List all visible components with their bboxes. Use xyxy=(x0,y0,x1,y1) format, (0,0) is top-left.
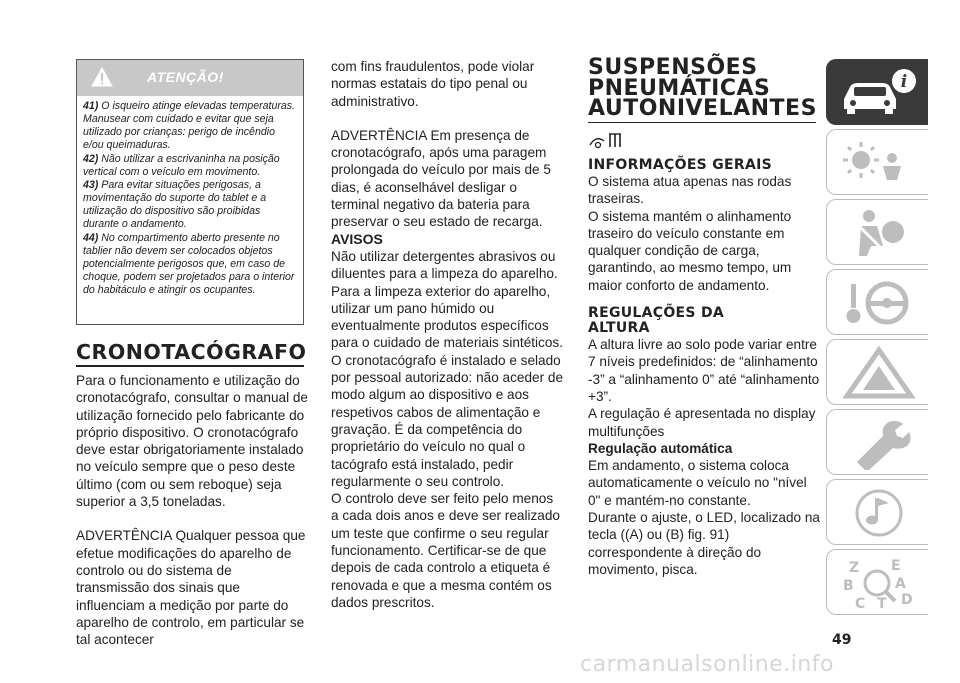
paragraph: O sistema atua apenas nas rodas traseiras. xyxy=(588,174,792,207)
watermark: carmanualsonline.info xyxy=(580,652,834,677)
tab-safety[interactable] xyxy=(826,199,928,265)
heading-rule xyxy=(588,122,816,124)
suspension-level-icon xyxy=(588,131,628,149)
paragraph: Para a limpeza exterior do aparelho, utilizar um pano húmido ou eventualmente produtos específicos para o cuidado de materiais sintéticos. xyxy=(331,283,563,351)
paragraph: Durante o ajuste, o LED, localizado na tecla ((A) ou (B) fig. 91) correspondente à direção do movimento, pisca. xyxy=(588,510,820,577)
warning-item xyxy=(83,153,297,179)
svg-text:i: i xyxy=(900,72,908,92)
heading-rule xyxy=(76,365,304,367)
heading-line: REGULAÇÕES DA xyxy=(588,305,725,322)
info-heading: INFORMAÇÕES GERAIS xyxy=(588,157,772,173)
page-number: 49 xyxy=(832,632,852,648)
heading-line: SUSPENSÕES xyxy=(588,55,758,80)
paragraph: Em andamento, o sistema coloca automaticamente o veículo no "nível 0" e mantém-no constante. xyxy=(588,458,807,508)
paragraph: Para o funcionamento e utilização do cronotacógrafo, consultar o manual de utilização fornecido pelo fabricante do próprio dispositivo. O cronotacógrafo deve estar obrigatoriamente instalado no veículo sempre que o peso deste último (com ou sem reboque) seja superior a 3,5 toneladas. xyxy=(76,373,308,510)
warning-item-number: 43) xyxy=(83,179,99,192)
paragraph: O cronotacógrafo é instalado e selado por pessoal autorizado: não aceder de modo algum ao dispositivo e aos respetivos cabos de alimentação e gravação. É da competência do proprietário do veículo no qual o tacógrafo está instalado, pedir regularmente o seu controlo. xyxy=(331,352,564,489)
index-letter: C xyxy=(855,596,866,610)
paragraph: Não utilizar detergentes abrasivos ou diluentes para a limpeza do aparelho. xyxy=(331,248,558,282)
index-letter: B xyxy=(843,578,854,594)
warning-item-text: O isqueiro atinge elevadas temperaturas. Manusear com cuidado e evitar que seja utilizado por crianças: perigo de incêndio e/ou queimaduras. xyxy=(83,100,296,151)
index-letter: D xyxy=(901,592,913,608)
warning-item-number: 44) xyxy=(83,232,99,245)
paragraph: com fins fraudulentos, pode violar normas estatais do tipo penal ou administrativo. xyxy=(331,59,535,109)
paragraph: O sistema mantém o alinhamento traseiro do veículo constante em qualquer condição de carga, garantindo, ao mesmo tempo, um maior conforto de andamento. xyxy=(588,208,792,293)
index-letters-icon xyxy=(839,556,919,610)
index-letter: Z xyxy=(849,560,860,576)
regulacoes-text xyxy=(588,336,820,578)
paragraph: O controlo deve ser feito pelo menos a cada dois anos e deve ser realizado um teste que confirme o seu regular funcionamento. Certificar-se de que depois de cada controlo a etiqueta é renovada e que a mesma contém os dados prescritos. xyxy=(331,491,560,610)
index-letter: A xyxy=(895,576,906,592)
paragraph: ADVERTÊNCIA Qualquer pessoa que efetue modificações do aparelho de controlo ou do sistema de transmissão dos sinais que influenciam a medição por parte do aparelho de controlo, em particular se tal acontecer xyxy=(76,528,306,648)
tab-emergency[interactable] xyxy=(826,339,928,405)
heading-line: PNEUMÁTICAS xyxy=(588,75,771,101)
tab-multimedia[interactable] xyxy=(826,479,928,545)
warning-triangle-icon xyxy=(839,346,919,400)
dashboard-lights-icon xyxy=(839,136,919,190)
auto-heading: Regulação automática xyxy=(588,440,733,456)
warning-item xyxy=(83,232,297,297)
tab-index[interactable] xyxy=(826,549,928,615)
wrench-icon xyxy=(839,416,919,470)
steering-key-icon xyxy=(839,276,919,330)
warning-item xyxy=(83,100,297,152)
cronotacografo-heading: CRONOTACÓGRAFO xyxy=(76,340,307,364)
index-letter: E xyxy=(891,558,901,574)
car-info-icon xyxy=(838,65,918,119)
heading-line: ALTURA xyxy=(588,320,650,337)
tab-car-info[interactable] xyxy=(826,59,928,125)
paragraph: ADVERTÊNCIA Em presença de cronotacógrafo, após uma paragem prolongada do veículo por mais de 5 dias, é aconselhável desligar o terminal negativo da bateria para preservar o seu estado de recarga. xyxy=(331,127,551,230)
column-3 xyxy=(588,55,820,578)
tab-starting[interactable] xyxy=(826,269,928,335)
warning-item-number: 41) xyxy=(83,100,99,112)
warning-box xyxy=(76,59,304,325)
music-nav-icon xyxy=(839,486,919,540)
column-2-text xyxy=(331,58,563,611)
warning-item-text: Para evitar situações perigosas, a movimentação do suporte do tablet e a utilização do dispositivo são proibidas durante o andamento. xyxy=(83,179,267,231)
avisos-heading: AVISOS xyxy=(331,230,383,247)
heading-line: AUTONIVELANTES xyxy=(588,96,817,121)
airbag-seatbelt-icon xyxy=(839,206,919,260)
warning-triangle-icon xyxy=(91,67,113,87)
warning-item-text: No compartimento aberto presente no tablier não devem ser colocados objetos potencialmente perigosos que, em caso de choque, podem ser projetados para o interior do habitáculo e atingir os ocupantes. xyxy=(83,232,295,296)
paragraph: A regulação é apresentada no display multifunções xyxy=(588,406,816,439)
warning-body xyxy=(77,96,303,297)
warning-header xyxy=(77,60,303,96)
regulacoes-heading xyxy=(588,306,820,336)
warning-item-text: Não utilizar a escrivaninha na posição vertical com o veículo em movimento. xyxy=(83,152,280,178)
tab-maintenance[interactable] xyxy=(826,409,928,475)
index-letter: T xyxy=(877,596,887,610)
column-1-text xyxy=(76,372,308,648)
tab-dashboard[interactable] xyxy=(826,129,928,195)
warning-title: ATENÇÃO! xyxy=(147,69,224,85)
paragraph: A altura livre ao solo pode variar entre 7 níveis predefinidos: de “alinhamento -3” a “alinhamento 0” até “alinhamento +3”. xyxy=(588,337,820,404)
suspensoes-heading xyxy=(588,55,820,121)
info-text xyxy=(588,173,820,294)
warning-item xyxy=(83,179,297,231)
warning-item-number: 42) xyxy=(83,152,99,165)
